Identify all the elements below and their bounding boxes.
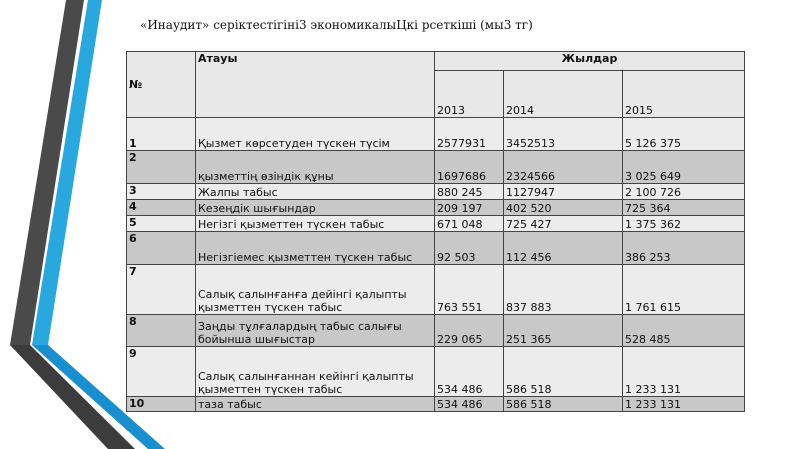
row-name: Қызмет көрсетуден түскен түсім — [196, 118, 435, 151]
row-number: 4 — [127, 200, 196, 216]
table-row — [127, 216, 745, 232]
table-row — [127, 315, 745, 347]
row-value-2015: 1 761 615 — [623, 265, 745, 315]
row-value-2014: 2324566 — [504, 151, 623, 184]
row-name: Негізгіемес қызметтен түскен табыс — [196, 232, 435, 265]
row-name: Салық салынғанға дейінгі қалыпты қызметтен түскен табыс — [196, 265, 435, 315]
row-value-2014: 725 427 — [504, 216, 623, 232]
row-value-2015: 1 233 131 — [623, 347, 745, 397]
header-row-top — [127, 52, 745, 71]
header-year-2014: 2014 — [504, 71, 623, 118]
slide-title: «Инаудит» серіктестігіні3 экономикалыЦкі рсеткіші (мы3 тг) — [140, 18, 533, 32]
header-year-2015: 2015 — [623, 71, 745, 118]
dark-band-lower — [10, 345, 135, 449]
row-value-2013: 1697686 — [435, 151, 504, 184]
row-name: Негізгі қызметтен түскен табыс — [196, 216, 435, 232]
header-name: Атауы — [196, 52, 435, 118]
header-years: Жылдар — [435, 52, 745, 71]
row-value-2014: 837 883 — [504, 265, 623, 315]
row-value-2014: 586 518 — [504, 397, 623, 412]
row-name: Салық салынғаннан кейінгі қалыпты қызметтен түскен табыс — [196, 347, 435, 397]
row-value-2015: 1 375 362 — [623, 216, 745, 232]
row-value-2014: 586 518 — [504, 347, 623, 397]
table-row — [127, 347, 745, 397]
table-row — [127, 118, 745, 151]
row-value-2013: 2577931 — [435, 118, 504, 151]
row-value-2015: 1 233 131 — [623, 397, 745, 412]
row-number: 7 — [127, 265, 196, 315]
table-row — [127, 232, 745, 265]
row-value-2015: 386 253 — [623, 232, 745, 265]
row-value-2014: 402 520 — [504, 200, 623, 216]
economic-indicators-table — [126, 51, 745, 412]
row-value-2013: 534 486 — [435, 347, 504, 397]
row-value-2013: 534 486 — [435, 397, 504, 412]
row-number: 1 — [127, 118, 196, 151]
table-row — [127, 184, 745, 200]
row-number: 10 — [127, 397, 196, 412]
row-value-2015: 2 100 726 — [623, 184, 745, 200]
row-value-2015: 3 025 649 — [623, 151, 745, 184]
row-number: 6 — [127, 232, 196, 265]
row-value-2013: 880 245 — [435, 184, 504, 200]
row-value-2013: 671 048 — [435, 216, 504, 232]
row-number: 8 — [127, 315, 196, 347]
row-value-2015: 725 364 — [623, 200, 745, 216]
row-value-2015: 528 485 — [623, 315, 745, 347]
header-number: № — [127, 52, 196, 118]
row-value-2014: 251 365 — [504, 315, 623, 347]
row-name: Жалпы табыс — [196, 184, 435, 200]
row-value-2014: 1127947 — [504, 184, 623, 200]
row-name: қызметтің өзіндік құны — [196, 151, 435, 184]
row-value-2013: 92 503 — [435, 232, 504, 265]
row-value-2014: 112 456 — [504, 232, 623, 265]
row-value-2015: 5 126 375 — [623, 118, 745, 151]
table-row — [127, 151, 745, 184]
row-value-2013: 229 065 — [435, 315, 504, 347]
table-row — [127, 397, 745, 412]
row-name: таза табыс — [196, 397, 435, 412]
row-name: Заңды тұлғалардың табыс салығы бойынша шығыстар — [196, 315, 435, 347]
row-value-2013: 763 551 — [435, 265, 504, 315]
row-number: 5 — [127, 216, 196, 232]
table-row — [127, 200, 745, 216]
row-name: Кезеңдік шығындар — [196, 200, 435, 216]
header-year-2013: 2013 — [435, 71, 504, 118]
row-number: 9 — [127, 347, 196, 397]
row-number: 3 — [127, 184, 196, 200]
row-number: 2 — [127, 151, 196, 184]
table-row — [127, 265, 745, 315]
row-value-2014: 3452513 — [504, 118, 623, 151]
row-value-2013: 209 197 — [435, 200, 504, 216]
